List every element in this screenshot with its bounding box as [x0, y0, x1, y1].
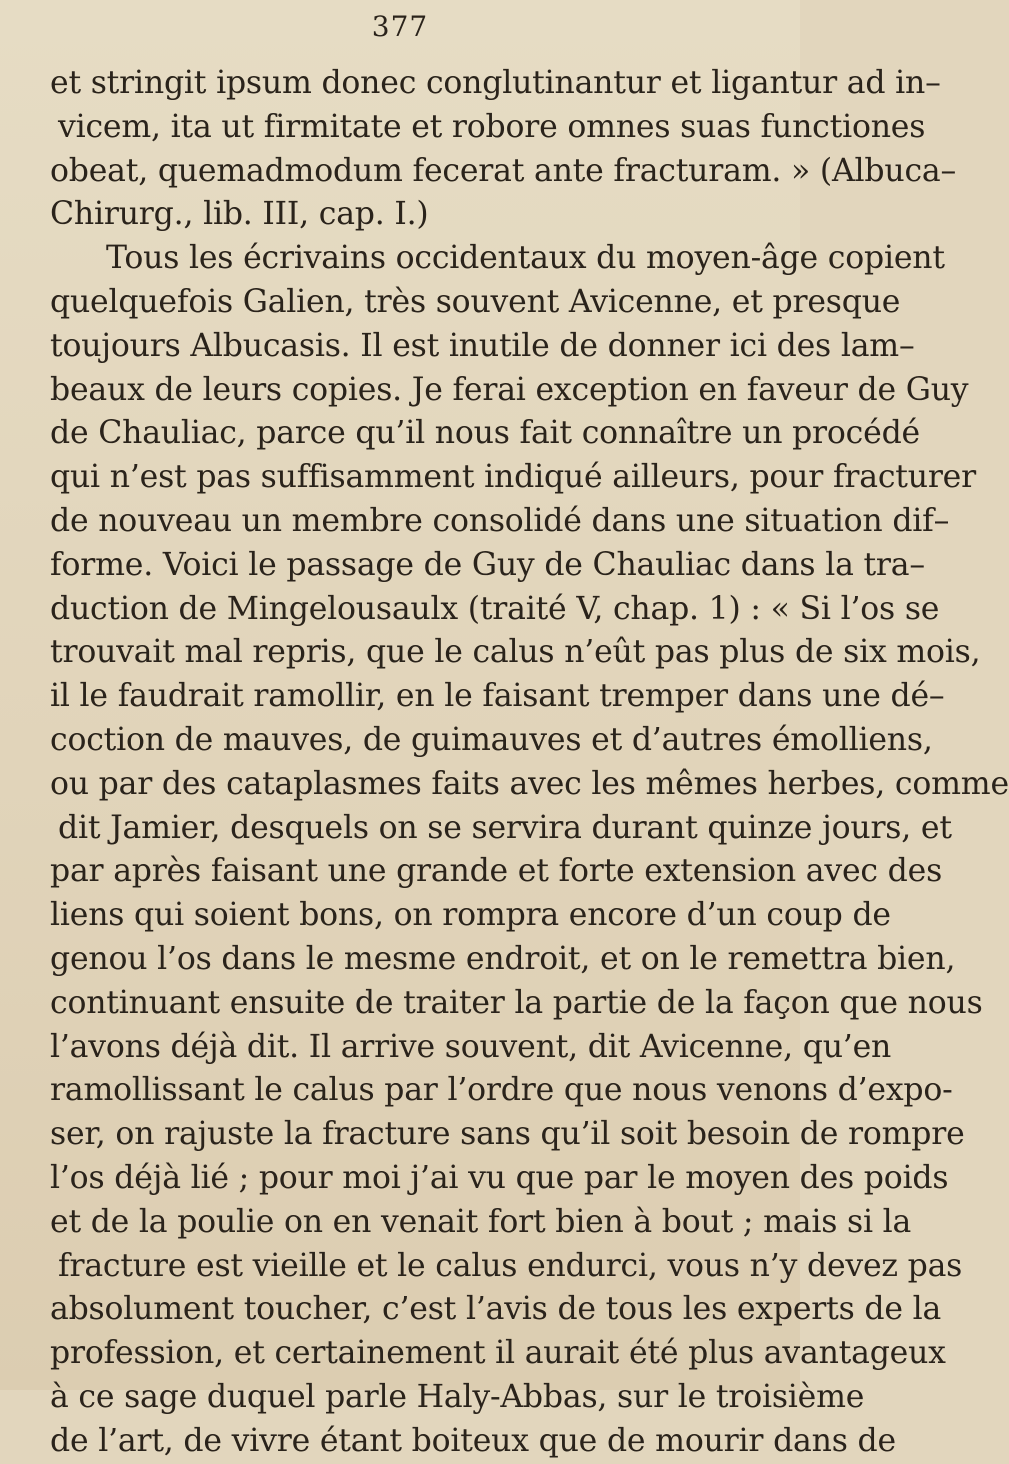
- text-line: à ce sage duquel parle Haly-Abbas, sur le troisième: [50, 1378, 865, 1415]
- text-line: et de la poulie on en venait fort bien à bout ; mais si la: [50, 1203, 912, 1240]
- text-line: duction de Mingelousaulx (traité V, chap. 1) : « Si l’os se: [50, 590, 940, 627]
- text-line: trouvait mal repris, que le calus n’eût pas plus de six mois,: [50, 634, 981, 671]
- text-line: de l’art, de vivre étant boiteux que de mourir dans de: [50, 1422, 896, 1459]
- text-line: genou l’os dans le mesme endroit, et on le remettra bien,: [50, 940, 956, 977]
- paragraph-first-line: Tous les écrivains occidentaux du moyen-âge copient: [106, 240, 945, 277]
- text-line: qui n’est pas suffisamment indiqué ailleurs, pour fracturer: [50, 459, 976, 496]
- text-line: ou par des cataplasmes faits avec les mêmes herbes, comme: [50, 765, 1009, 802]
- text-line: Chirurg., lib. III, cap. I.): [50, 196, 429, 233]
- text-line: l’avons déjà dit. Il arrive souvent, dit Avicenne, qu’en: [50, 1028, 892, 1065]
- text-line: par après faisant une grande et forte extension avec des: [50, 853, 943, 890]
- body-text: [50, 62, 1009, 1464]
- text-line: l’os déjà lié ; pour moi j’ai vu que par le moyen des poids: [50, 1159, 949, 1196]
- text-line: et stringit ipsum donec conglutinantur et ligantur ad in–: [50, 65, 941, 101]
- text-line: ramollissant le calus par l’ordre que nous venons d’expo-: [50, 1072, 953, 1109]
- text-line: absolument toucher, c’est l’avis de tous les experts de la: [50, 1291, 942, 1328]
- text-line: profession, et certainement il aurait été plus avantageux: [50, 1335, 946, 1372]
- text-line: de Chauliac, parce qu’il nous fait connaître un procédé: [50, 415, 920, 452]
- text-line: il le faudrait ramollir, en le faisant tremper dans une dé–: [50, 678, 945, 715]
- text-line: beaux de leurs copies. Je ferai exception en faveur de Guy: [50, 371, 969, 408]
- text-line: de nouveau un membre consolidé dans une situation dif–: [50, 502, 950, 539]
- text-line: toujours Albucasis. Il est inutile de donner ici des lam–: [50, 327, 915, 364]
- text-line: forme. Voici le passage de Guy de Chauliac dans la tra–: [50, 546, 925, 583]
- text-line: coction de mauves, de guimauves et d’autres émolliens,: [50, 721, 933, 758]
- text-line: quelquefois Galien, très souvent Avicenne, et presque: [50, 283, 901, 320]
- text-line: dit Jamier, desquels on se servira durant quinze jours, et: [58, 809, 952, 846]
- page-number: 377: [371, 10, 429, 43]
- text-line: continuant ensuite de traiter la partie de la façon que nous: [50, 984, 983, 1021]
- text-line: vicem, ita ut firmitate et robore omnes suas functiones: [58, 108, 926, 145]
- text-line: obeat, quemadmodum fecerat ante fracturam. » (Albuca–: [50, 152, 957, 189]
- text-line: liens qui soient bons, on rompra encore d’un coup de: [50, 897, 891, 934]
- text-line: ser, on rajuste la fracture sans qu’il soit besoin de rompre: [50, 1116, 965, 1153]
- text-line: fracture est vieille et le calus endurci, vous n’y devez pas: [58, 1247, 963, 1284]
